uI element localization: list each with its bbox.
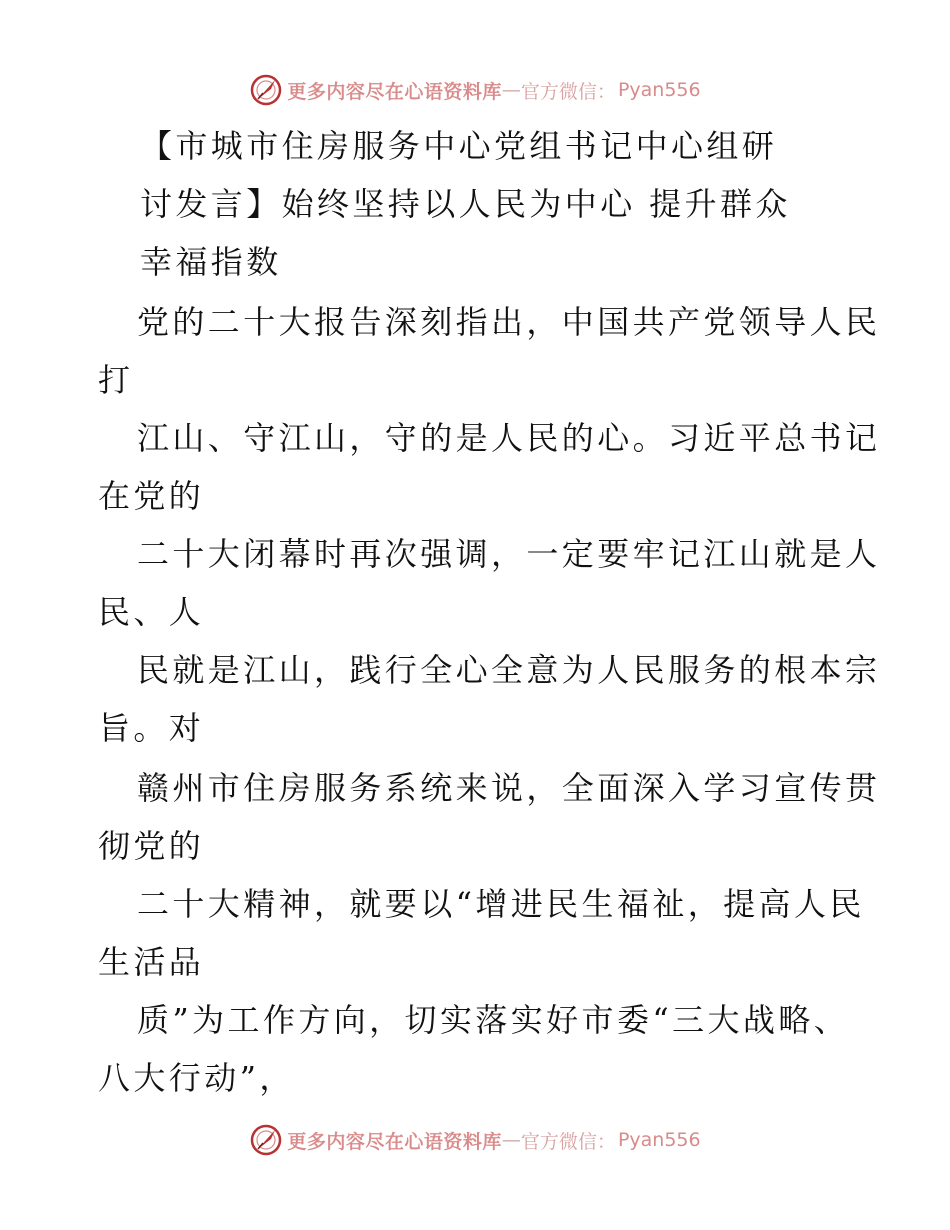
- watermark-wechat-label: 官方微信：: [520, 80, 616, 103]
- body-text-line: 八大行动”，: [98, 1059, 295, 1097]
- body-text-line: 彻党的: [98, 827, 205, 865]
- body-text-line: 打: [98, 361, 134, 399]
- watermark-separator: —: [501, 79, 521, 101]
- body-text-line: 民就是江山，践行全心全意为人民服务的根本宗: [137, 651, 881, 689]
- footer-watermark: [0, 1120, 950, 1160]
- body-text-line: 党的二十大报告深刻指出，中国共产党领导人民: [137, 303, 881, 341]
- watermark-text: 更多内容尽在心语资料库: [287, 80, 502, 103]
- quill-pen-logo-icon: [249, 73, 283, 107]
- quill-pen-logo-icon: [249, 1123, 283, 1157]
- watermark-separator: —: [501, 1129, 521, 1151]
- watermark-wechat-id: Pyan556: [617, 1129, 701, 1151]
- body-text-line: 江山、守江山，守的是人民的心。习近平总书记: [137, 419, 881, 457]
- document-title-line: 讨发言】始终坚持以人民为中心 提升群众: [140, 185, 791, 223]
- document-title-line: 【市城市住房服务中心党组书记中心组研: [140, 127, 778, 165]
- body-text-line: 赣州市住房服务系统来说，全面深入学习宣传贯: [137, 769, 881, 807]
- body-text-line: 民、人: [98, 593, 205, 631]
- body-text-line: 在党的: [98, 477, 205, 515]
- header-watermark: [0, 70, 950, 110]
- body-text-line: 二十大闭幕时再次强调，一定要牢记江山就是人: [137, 535, 881, 573]
- document-title-line: 幸福指数: [140, 243, 282, 281]
- body-text-line: 二十大精神，就要以“增进民生福祉，提高人民: [137, 885, 865, 923]
- watermark-wechat-id: Pyan556: [617, 79, 701, 101]
- body-text-line: 旨。对: [98, 709, 205, 747]
- watermark-text: 更多内容尽在心语资料库: [287, 1130, 502, 1153]
- body-text-line: 生活品: [98, 943, 205, 981]
- body-text-line: 质”为工作方向，切实落实好市委“三大战略、: [137, 1001, 850, 1039]
- watermark-wechat-label: 官方微信：: [520, 1130, 616, 1153]
